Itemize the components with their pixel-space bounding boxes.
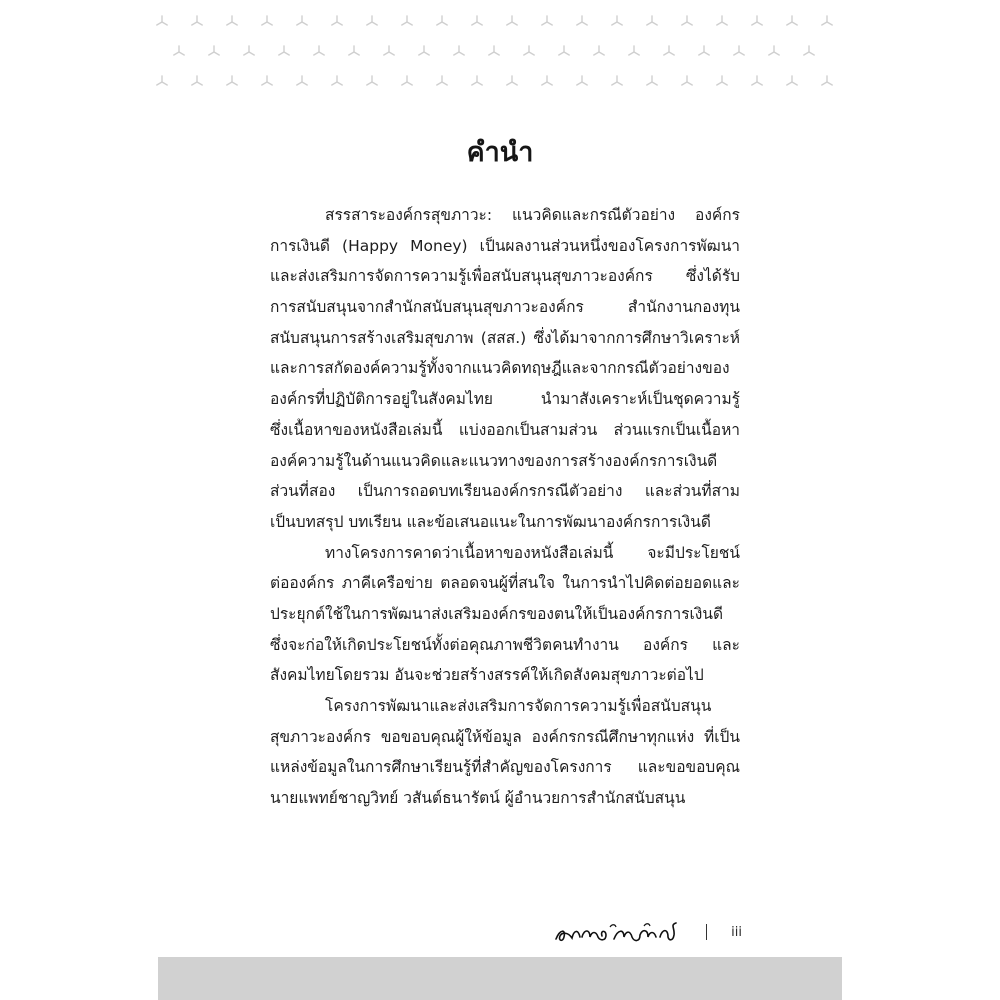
three-point-star-icon — [437, 76, 447, 85]
three-point-star-icon — [717, 16, 727, 25]
three-point-star-icon — [612, 76, 622, 85]
three-point-star-icon — [367, 76, 377, 85]
three-point-star-icon — [769, 46, 779, 55]
three-point-star-icon — [332, 16, 342, 25]
paragraph-line: สังคมไทยโดยรวม อันจะช่วยสร้างสรรค์ให้เกิดสังคมสุขภาวะต่อไป — [270, 666, 704, 685]
bottom-bar — [158, 957, 842, 1000]
three-point-star-icon — [314, 46, 324, 55]
three-point-star-icon — [174, 46, 184, 55]
three-point-star-icon — [489, 46, 499, 55]
three-point-star-icon — [682, 16, 692, 25]
page-title: คำนำ — [466, 137, 534, 168]
paragraph-line: ซึ่งจะก่อให้เกิดประโยชน์ทั้งต่อคุณภาพชีวิตคนทำงาน องค์กร และ — [270, 635, 740, 654]
three-point-star-icon — [402, 76, 412, 85]
three-point-star-icon — [209, 46, 219, 55]
paragraph-line: และการสกัดองค์ความรู้ทั้งจากแนวคิดทฤษฎีและจากกรณีตัวอย่างของ — [270, 359, 730, 378]
three-point-star-icon — [594, 46, 604, 55]
three-point-star-icon — [419, 46, 429, 55]
three-point-star-icon — [647, 76, 657, 85]
paragraph-line: แหล่งข้อมูลในการศึกษาเรียนรู้ที่สำคัญของโครงการ และขอขอบคุณ — [270, 758, 740, 777]
page-footer — [520, 917, 742, 947]
three-point-star-icon — [402, 16, 412, 25]
three-point-star-icon — [577, 16, 587, 25]
three-point-star-icon — [227, 76, 237, 85]
three-point-star-icon — [297, 76, 307, 85]
three-point-star-icon — [150, 10, 840, 100]
paragraph-line: นายแพทย์ชาญวิทย์ วสันต์ธนารัตน์ ผู้อำนวยการสำนักสนับสนุน — [270, 789, 686, 808]
three-point-star-icon — [262, 16, 272, 25]
three-point-star-icon — [297, 16, 307, 25]
three-point-star-icon — [682, 76, 692, 85]
three-point-star-icon — [559, 46, 569, 55]
three-point-star-icon — [612, 16, 622, 25]
three-point-star-icon — [472, 16, 482, 25]
three-point-star-icon — [629, 46, 639, 55]
paragraph-line: การสนับสนุนจากสำนักสนับสนุนสุขภาวะองค์กร สำนักงานกองทุน — [270, 298, 740, 317]
paragraph-line: ต่อองค์กร ภาคีเครือข่าย ตลอดจนผู้ที่สนใจ ในการนำไปคิดต่อยอดและ — [270, 574, 740, 593]
three-point-star-icon — [454, 46, 464, 55]
paragraph-line: การเงินดี (Happy Money) เป็นผลงานส่วนหนึ่งของโครงการพัฒนา — [270, 236, 740, 255]
body-text — [270, 200, 740, 814]
three-point-star-icon — [699, 46, 709, 55]
top-pattern — [150, 10, 840, 100]
three-point-star-icon — [752, 16, 762, 25]
paragraph-line: โครงการพัฒนาและส่งเสริมการจัดการความรู้เพื่อสนับสนุน — [325, 697, 712, 715]
three-point-star-icon — [787, 76, 797, 85]
three-point-star-icon — [192, 16, 202, 25]
three-point-star-icon — [192, 76, 202, 85]
page-number: iii — [731, 924, 742, 940]
paragraph-line: สรรสาระองค์กรสุขภาวะ: แนวคิดและกรณีตัวอย่าง องค์กร — [325, 206, 740, 224]
three-point-star-icon — [507, 76, 517, 85]
paragraph-line: และส่งเสริมการจัดการความรู้เพื่อสนับสนุนสุขภาวะองค์กร ซึ่งได้รับ — [270, 267, 740, 286]
paragraph-line: องค์ความรู้ในด้านแนวคิดและแนวทางของการสร้างองค์กรการเงินดี — [270, 451, 718, 470]
three-point-star-icon — [349, 46, 359, 55]
three-point-star-icon — [752, 76, 762, 85]
three-point-star-icon — [437, 16, 447, 25]
three-point-star-icon — [542, 16, 552, 25]
paragraph-line: ประยุกต์ใช้ในการพัฒนาส่งเสริมองค์กรของตนให้เป็นองค์กรการเงินดี — [270, 604, 724, 623]
three-point-star-icon — [577, 76, 587, 85]
three-point-star-icon — [542, 76, 552, 85]
three-point-star-icon — [664, 46, 674, 55]
three-point-star-icon — [734, 46, 744, 55]
paragraph-line: เป็นบทสรุป บทเรียน และข้อเสนอแนะในการพัฒนาองค์กรการเงินดี — [270, 512, 711, 531]
three-point-star-icon — [367, 16, 377, 25]
three-point-star-icon — [244, 46, 254, 55]
three-point-star-icon — [472, 76, 482, 85]
three-point-star-icon — [507, 16, 517, 25]
three-point-star-icon — [822, 16, 832, 25]
three-point-star-icon — [227, 16, 237, 25]
three-point-star-icon — [384, 46, 394, 55]
three-point-star-icon — [717, 76, 727, 85]
three-point-star-icon — [157, 76, 167, 85]
paragraph-line: องค์กรที่ปฏิบัติการอยู่ในสังคมไทย นำมาสังเคราะห์เป็นชุดความรู้ — [270, 390, 740, 409]
three-point-star-icon — [787, 16, 797, 25]
paragraph-line: ส่วนที่สอง เป็นการถอดบทเรียนองค์กรกรณีตัวอย่าง และส่วนที่สาม — [270, 482, 740, 501]
three-point-star-icon — [822, 76, 832, 85]
paragraph-line: สุขภาวะองค์กร ขอขอบคุณผู้ให้ข้อมูล องค์กรกรณีศึกษาทุกแห่ง ที่เป็น — [270, 727, 740, 746]
three-point-star-icon — [157, 16, 167, 25]
signature — [552, 917, 680, 947]
paragraph-line: สนับสนุนการสร้างเสริมสุขภาพ (สสส.) ซึ่งได้มาจากการศึกษาวิเคราะห์ — [270, 328, 740, 347]
three-point-star-icon — [332, 76, 342, 85]
three-point-star-icon — [647, 16, 657, 25]
three-point-star-icon — [279, 46, 289, 55]
paragraph-line: ทางโครงการคาดว่าเนื้อหาของหนังสือเล่มนี้ จะมีประโยชน์ — [325, 543, 740, 562]
three-point-star-icon — [262, 76, 272, 85]
three-point-star-icon — [804, 46, 814, 55]
paragraph-line: ซึ่งเนื้อหาของหนังสือเล่มนี้ แบ่งออกเป็นสามส่วน ส่วนแรกเป็นเนื้อหา — [270, 420, 740, 439]
footer-separator — [706, 924, 707, 940]
three-point-star-icon — [524, 46, 534, 55]
